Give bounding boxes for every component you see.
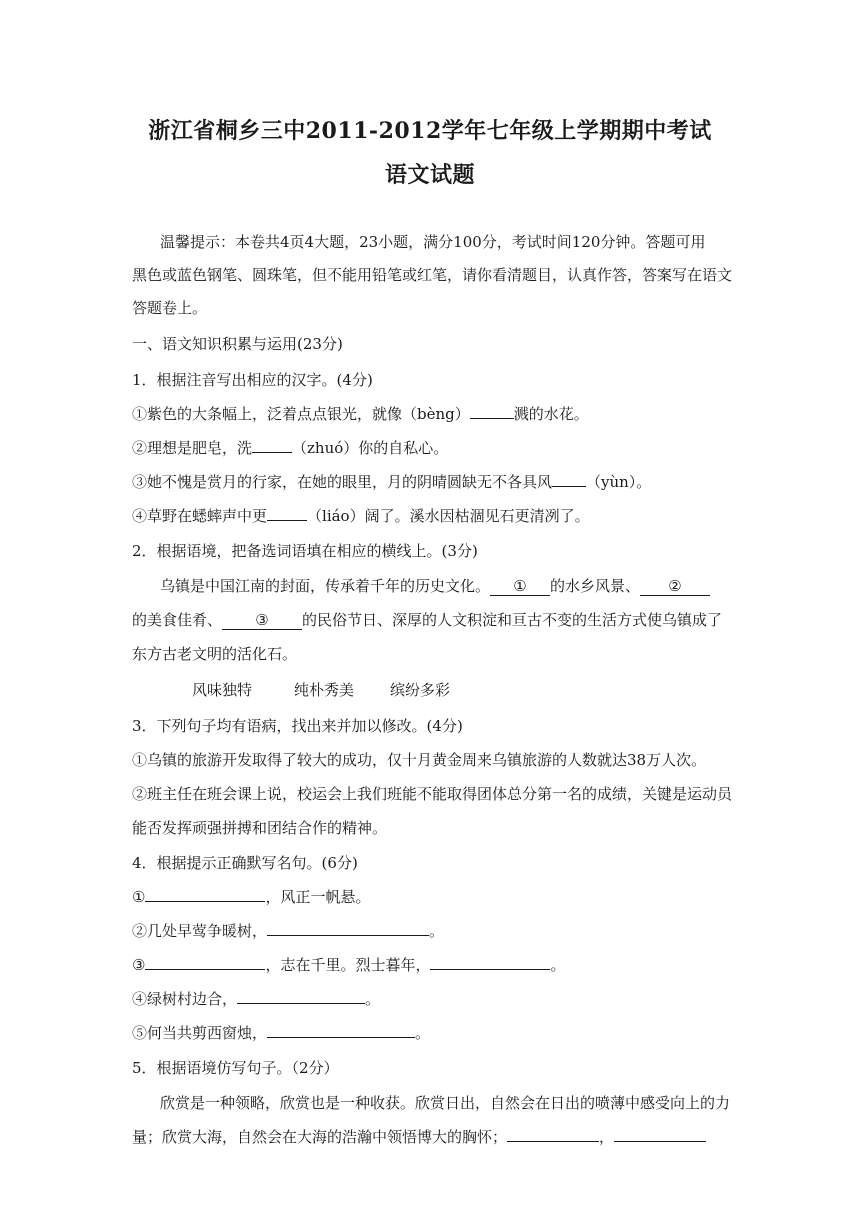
answer-blank[interactable] <box>267 506 307 521</box>
question-2-stem: 2．根据语境，把备选词语填在相应的横线上。(3分) <box>132 542 478 560</box>
answer-blank[interactable] <box>430 955 550 970</box>
answer-blank[interactable] <box>267 1023 415 1038</box>
notice-line-3: 答题卷上。 <box>132 299 208 317</box>
question-1-stem: 1．根据注音写出相应的汉字。(4分) <box>132 371 373 389</box>
answer-blank-3[interactable]: ③ <box>222 611 302 630</box>
answer-blank[interactable] <box>507 1127 599 1142</box>
notice-line-2: 黑色或蓝色钢笔、圆珠笔，但不能用铅笔或红笔，请你看清题目，认真作答，答案写在语文 <box>132 266 733 284</box>
notice-line-1: 温馨提示：本卷共4页4大题，23小题，满分100分，考试时间120分钟。答题可用 <box>160 233 706 251</box>
answer-blank[interactable] <box>145 955 265 970</box>
answer-blank[interactable] <box>267 921 429 936</box>
question-1-item-b: ②理想是肥皂，洗 （zhuó）你的自私心。 <box>132 439 449 457</box>
answer-blank-2[interactable]: ② <box>640 577 710 596</box>
exam-title: 浙江省桐乡三中2011-2012学年七年级上学期期中考试 <box>148 118 712 144</box>
question-5-passage-line-2: 量；欣赏大海，自然会在大海的浩瀚中领悟博大的胸怀； ， <box>132 1126 728 1147</box>
answer-blank[interactable] <box>237 989 365 1004</box>
answer-blank[interactable] <box>552 472 586 487</box>
question-4-item-c: ③ ，志在千里。烈士暮年， 。 <box>132 956 566 974</box>
question-1-item-c: ③她不愧是赏月的行家，在她的眼里，月的阴晴圆缺无不各具风 （yùn）。 <box>132 473 652 491</box>
question-2-passage-line-3: 东方古老文明的活化石。 <box>132 645 298 663</box>
question-2-options <box>192 679 728 700</box>
question-3-item-b-line-2: 能否发挥顽强拼搏和团结合作的精神。 <box>132 819 388 837</box>
question-2-passage-line-2: 的美食佳肴、 ③ 的民俗节日、深厚的人文积淀和亘古不变的生活方式使乌镇成了 <box>132 611 723 629</box>
option-2: 纯朴秀美 <box>294 681 355 699</box>
exam-subtitle: 语文试题 <box>384 162 475 188</box>
option-3: 缤纷多彩 <box>390 681 451 699</box>
option-1: 风味独特 <box>192 681 253 699</box>
answer-blank[interactable] <box>252 438 292 453</box>
answer-blank[interactable] <box>470 404 514 419</box>
section-heading: 一、语文知识积累与运用(23分) <box>132 335 343 353</box>
question-4-item-e: ⑤何当共剪西窗烛， 。 <box>132 1024 431 1042</box>
answer-blank[interactable] <box>145 887 265 902</box>
question-3-stem: 3．下列句子均有语病，找出来并加以修改。(4分) <box>132 717 463 735</box>
question-1-item-a: ①紫色的大条幅上，泛着点点银光，就像（bèng） 溅的水花。 <box>132 405 589 423</box>
answer-blank[interactable] <box>614 1127 706 1142</box>
question-4-stem: 4．根据提示正确默写名句。(6分) <box>132 854 358 872</box>
question-4-item-b: ②几处早莺争暖树， 。 <box>132 922 445 940</box>
question-4-item-a: ① ，风正一帆悬。 <box>132 888 371 906</box>
question-1-item-d: ④草野在蟋蟀声中更 （liáo）阔了。溪水因枯涸见石更清冽了。 <box>132 507 590 525</box>
question-5-passage-line-1: 欣赏是一种领略，欣赏也是一种收获。欣赏日出，自然会在日出的喷薄中感受向上的力 <box>160 1094 731 1112</box>
question-3-item-b-line-1: ②班主任在班会课上说，校运会上我们班能不能取得团体总分第一名的成绩，关键是运动员 <box>132 785 733 803</box>
question-5-stem: 5．根据语境仿写句子。（2分） <box>132 1059 339 1077</box>
answer-blank-1[interactable]: ① <box>490 577 550 596</box>
question-4-item-d: ④绿树村边合， 。 <box>132 990 381 1008</box>
question-3-item-a: ①乌镇的旅游开发取得了较大的成功，仅十月黄金周来乌镇旅游的人数就达38万人次。 <box>132 751 707 769</box>
question-2-passage-line-1: 乌镇是中国江南的封面，传承着千年的历史文化。 ① 的水乡风景、 ② <box>160 575 728 596</box>
